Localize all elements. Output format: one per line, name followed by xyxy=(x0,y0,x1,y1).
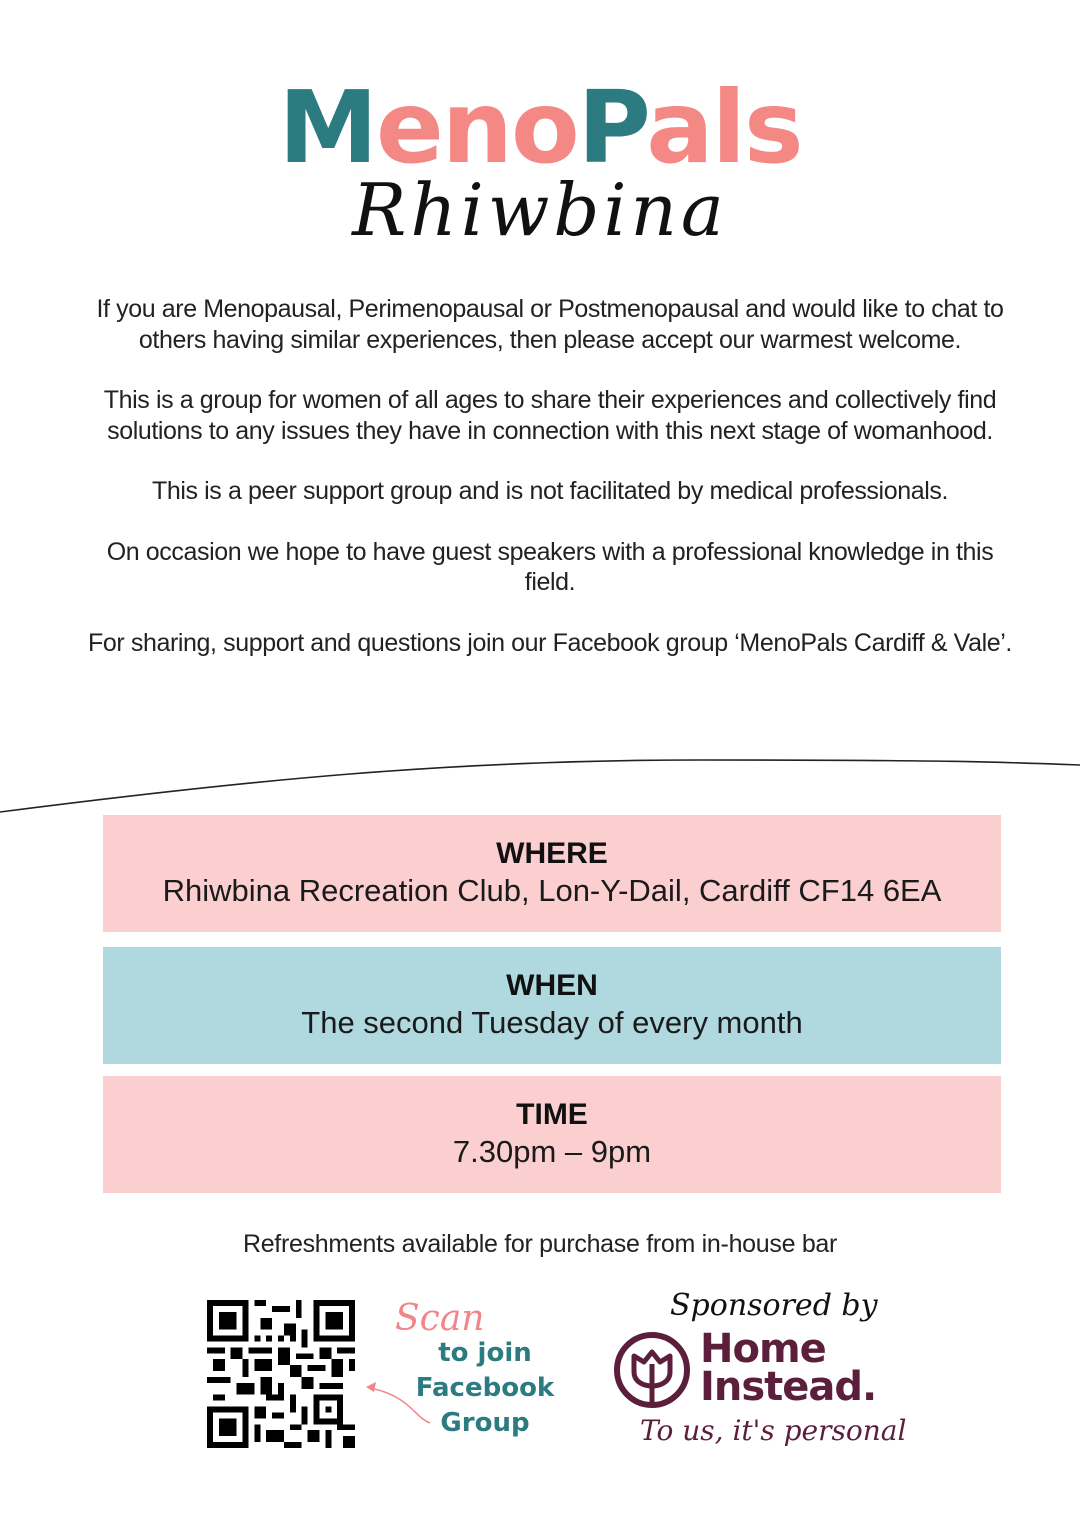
logo-als: als xyxy=(646,69,802,186)
refreshments-note: Refreshments available for purchase from in-house bar xyxy=(242,1230,838,1258)
intro-paragraph: On occasion we hope to have guest speakers with a professional knowledge in this field. xyxy=(106,537,994,596)
time-label: TIME xyxy=(516,1098,588,1131)
rhiwbina-script-title: Rhiwbina xyxy=(352,168,728,252)
time-box xyxy=(103,1076,1001,1193)
join-line-2: Facebook xyxy=(415,1373,555,1403)
logo-m: M xyxy=(278,69,376,186)
home-instead-wordmark xyxy=(700,1326,877,1410)
qr-code-icon[interactable] xyxy=(207,1300,355,1448)
where-label: WHERE xyxy=(496,837,608,870)
logo-eno: eno xyxy=(375,69,578,186)
when-value: The second Tuesday of every month xyxy=(301,1005,803,1040)
menopals-logo xyxy=(0,69,1080,186)
join-line-1: to join xyxy=(438,1338,532,1368)
when-label: WHEN xyxy=(506,969,598,1002)
scan-script-label: Scan xyxy=(395,1298,485,1339)
logo-p: P xyxy=(577,69,647,186)
intro-paragraph: For sharing, support and questions join our Facebook group ‘MenoPals Cardiff & Vale’. xyxy=(88,628,1012,657)
intro-paragraph: If you are Menopausal, Perimenopausal or Postmenopausal and would like to chat to others having similar experiences, then please accept our warmest welcome. xyxy=(96,295,1004,354)
where-value: Rhiwbina Recreation Club, Lon-Y-Dail, Cardiff CF14 6EA xyxy=(162,873,942,908)
when-box xyxy=(103,947,1001,1064)
join-facebook-text xyxy=(400,1336,570,1441)
intro-paragraph: This is a group for women of all ages to share their experiences and collectively find solutions to any issues they have in connection with this next stage of womanhood. xyxy=(103,386,997,445)
join-line-3: Group xyxy=(440,1408,530,1438)
sponsor-tagline: To us, it's personal xyxy=(640,1414,907,1447)
home-instead-line-2: Instead. xyxy=(700,1364,877,1410)
where-box xyxy=(103,815,1001,932)
intro-text xyxy=(80,294,1020,688)
tulip-logo-icon xyxy=(612,1330,692,1410)
home-instead-line-1: Home xyxy=(700,1326,826,1372)
sponsored-by-label: Sponsored by xyxy=(670,1288,878,1323)
time-value: 7.30pm – 9pm xyxy=(452,1134,652,1169)
intro-paragraph: This is a peer support group and is not facilitated by medical professionals. xyxy=(151,477,949,505)
